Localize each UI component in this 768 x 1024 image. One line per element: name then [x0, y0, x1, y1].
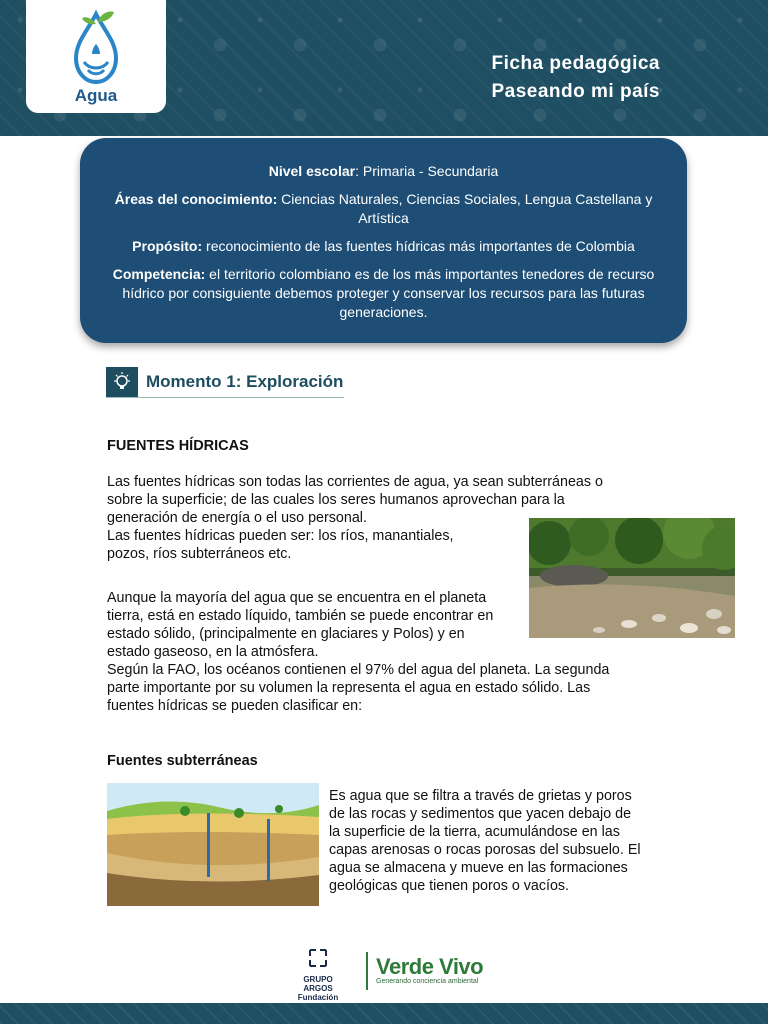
- text-line: Según la FAO, los océanos contienen el 97% del agua del planeta. La segunda: [107, 662, 610, 678]
- text-line: capas arenosas o rocas porosas del subsuelo. El: [329, 842, 641, 858]
- proposito-label: Propósito:: [132, 238, 203, 254]
- text-line: sobre la superficie; de las cuales los seres humanos aprovechan para la: [107, 492, 565, 508]
- section-heading-fuentes: FUENTES HÍDRICAS: [107, 438, 249, 454]
- nivel-row: [106, 162, 661, 181]
- text-line: estado gaseoso, en la atmósfera.: [107, 644, 319, 660]
- areas-row: [106, 190, 661, 228]
- text-line: parte importante por su volumen la representa el agua en estado sólido. Las: [107, 680, 591, 696]
- argos-mark-icon: [308, 948, 328, 968]
- footer-logos: [288, 948, 488, 1002]
- title-line-2: Paseando mi país: [491, 81, 660, 102]
- info-box: [80, 138, 687, 343]
- text-line: agua se almacena y mueve en las formaciones: [329, 860, 628, 876]
- proposito-row: [106, 237, 661, 256]
- text-line: estado sólido, (principalmente en glaciares y Polos) y en: [107, 626, 465, 642]
- competencia-label: Competencia:: [112, 266, 206, 282]
- text-line: tierra, está en estado líquido, también se puede encontrar en: [107, 608, 494, 624]
- river-photo: [529, 518, 735, 638]
- text-line: Las fuentes hídricas pueden ser: los ríos, manantiales,: [107, 528, 454, 544]
- nivel-value: : Primaria - Secundaria: [355, 163, 499, 179]
- nivel-label: Nivel escolar: [268, 163, 356, 179]
- text-line: Las fuentes hídricas son todas las corrientes de agua, ya sean subterráneas o: [107, 474, 603, 490]
- argos-name: GRUPO ARGOS: [303, 975, 333, 993]
- areas-label: Áreas del conocimiento:: [114, 191, 278, 207]
- text-line: la superficie de la tierra, acumulándose en las: [329, 824, 620, 840]
- title-line-1: Ficha pedagógica: [491, 53, 660, 74]
- text-line: de las rocas y sedimentos que yacen debajo de: [329, 806, 632, 822]
- areas-value: Ciencias Naturales, Ciencias Sociales, Lengua Castellana y Artística: [277, 191, 653, 226]
- section-heading-subterraneas: Fuentes subterráneas: [107, 753, 258, 769]
- competencia-row: [106, 265, 661, 322]
- momento-heading: [106, 367, 344, 398]
- footer-divider: [366, 952, 368, 990]
- footer-band: [0, 1003, 768, 1024]
- header-banner: [0, 0, 768, 136]
- text-line: Es agua que se filtra a través de grietas y poros: [329, 788, 632, 804]
- page-title: [491, 50, 660, 106]
- competencia-value: el territorio colombiano es de los más importantes tenedores de recurso hídrico por consiguiente debemos proteger y conservar los recursos para las futuras generaciones.: [122, 266, 655, 320]
- grupo-argos-logo: [288, 948, 348, 1002]
- water-drop-icon: [70, 8, 122, 88]
- text-line: fuentes hídricas se pueden clasificar en:: [107, 698, 363, 714]
- text-line: Aunque la mayoría del agua que se encuentra en el planeta: [107, 590, 487, 606]
- logo-label: Agua: [74, 86, 118, 105]
- momento-label: Momento 1: Exploración: [146, 372, 344, 391]
- text-line: geológicas que tienen poros o vacíos.: [329, 878, 570, 894]
- paragraph-subterraneas: [329, 787, 641, 895]
- proposito-value: reconocimiento de las fuentes hídricas más importantes de Colombia: [202, 238, 635, 254]
- verde-vivo-title: Verde Vivo: [376, 954, 484, 979]
- text-line: pozos, ríos subterráneos etc.: [107, 546, 292, 562]
- lightbulb-icon: [106, 367, 138, 397]
- aquifer-diagram: [107, 783, 319, 906]
- verde-vivo-subtitle: Generando conciencia ambiental: [376, 978, 479, 985]
- argos-sub: Fundación: [297, 993, 339, 1002]
- text-line: generación de energía o el uso personal.: [107, 510, 367, 526]
- agua-logo: [26, 0, 166, 113]
